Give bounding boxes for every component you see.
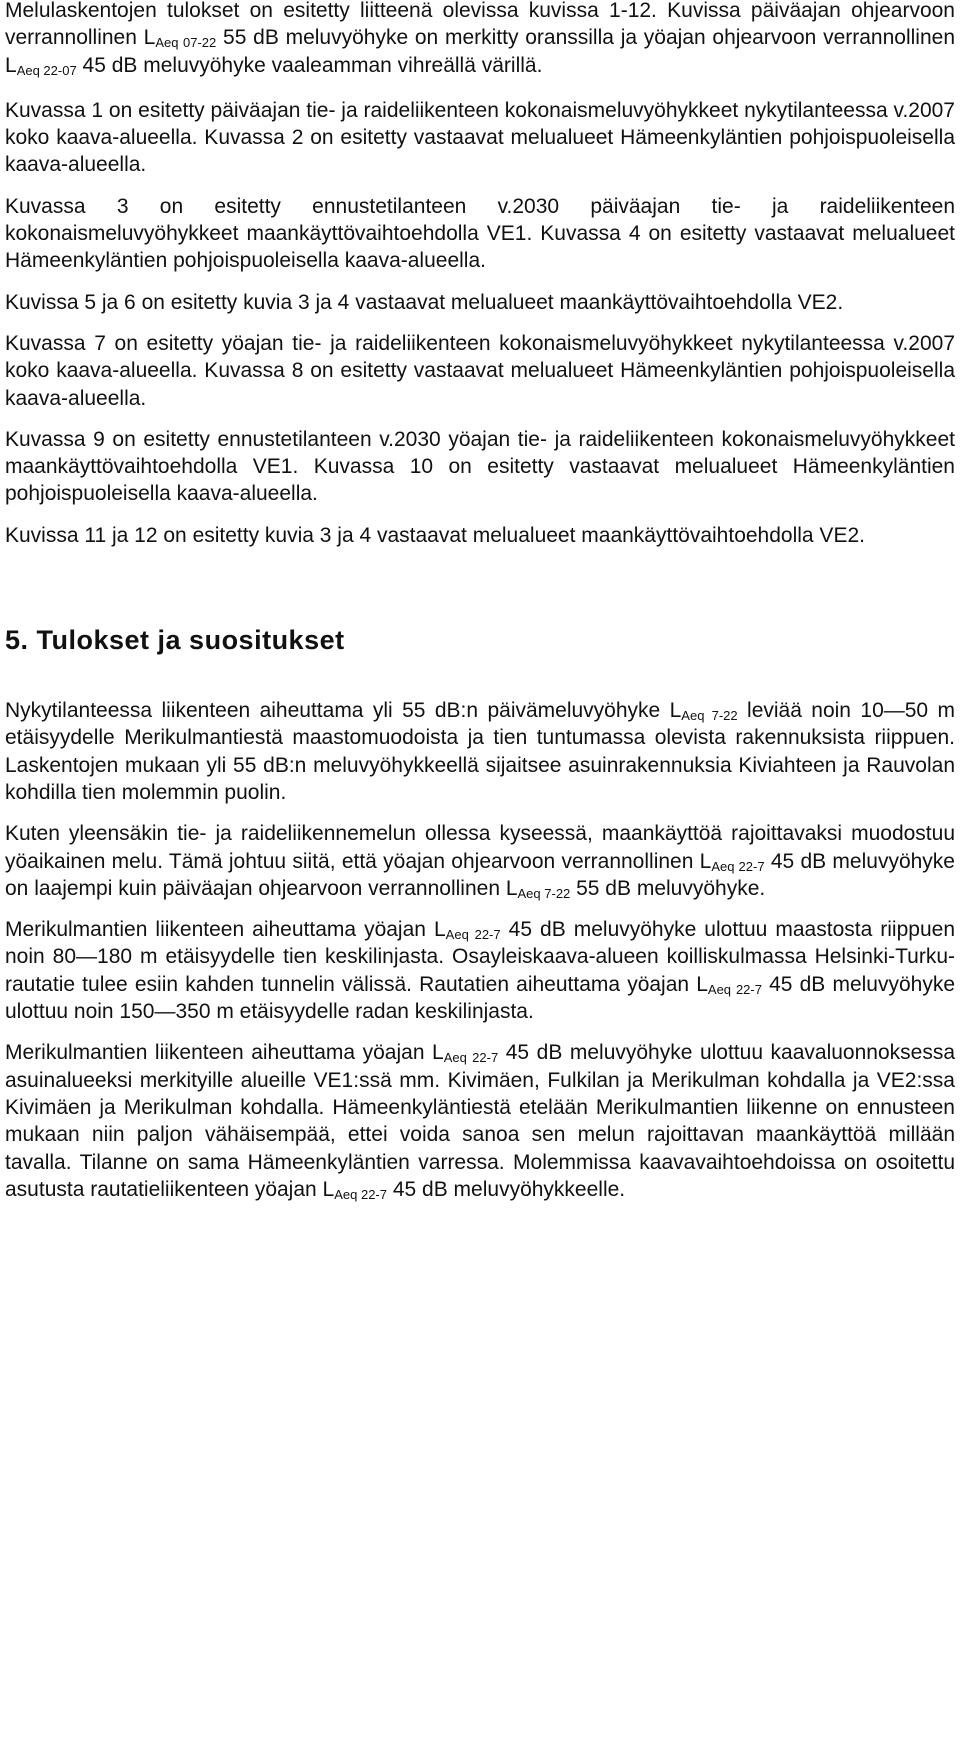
subscript: Aeq 22-7 [711,858,765,874]
paragraph-figures-5-6: Kuvissa 5 ja 6 on esitetty kuvia 3 ja 4 vastaavat melualueet maankäyttövaihtoehdolla VE2. [5,290,844,314]
subscript: Aeq 22-7 [334,1186,387,1202]
paragraph-text: Kuten yleensäkin tie- ja raideliikennemelun ollessa kyseessä, maankäyttöä rajoittavaksi muodostuu yöaikainen melu. Tämä johtuu siitä, että yöajan ohjearvoon verrannollinen L [5,822,955,873]
paragraph-text: 45 dB meluvyöhyke ulottuu noin 150—350 m etäisyydelle radan keskilinjasta. [5,972,956,1024]
paragraph-text: leviää noin 10—50 m etäisyydelle Merikulmantiestä maastomuodoista ja tien tuntumassa olevista rakennuksista riippuen. Laskentojen mukaan yli 55 dB:n meluvyöhykkeellä sijaitsee asuinrakennuksia Kiviahteen ja Rauvolan kohdilla tien molemmin puolin. [5,699,955,804]
paragraph-text: Merikulmantien liikenteen aiheuttama yöajan L [5,918,446,942]
paragraph-figures-11-12: Kuvissa 11 ja 12 on esitetty kuvia 3 ja 4 vastaavat melualueet maankäyttövaihtoehdolla VE2. [5,523,865,547]
paragraph-current-situation [5,697,955,806]
subscript: Aeq 07-22 [155,35,217,51]
paragraph-text: 45 dB meluvyöhyke vaaleamman vihreällä värillä. [76,53,543,77]
subscript: Aeq 22-07 [16,62,77,78]
paragraph-text: Melulaskentojen tulokset on esitetty liitteenä olevissa kuvissa 1-12. Kuvissa päiväajan ohjearvoon verrannollinen L [5,0,955,50]
paragraph-text: 45 dB meluvyöhyke ulottuu kaavaluonnoksessa asuinalueeksi merkityille alueille VE1:ssä mm. Kivimäen, Fulkilan ja Merikulman kohdalla ja VE2:ssa Kivimäen ja Merikulman kohdalla. Hämeenkyläntiestä etelään Merikulmantien liikenne on ennusteen mukaan niin paljon vähäisempää, ettei voida sanoa sen melun rajoittavan maankäyttöä millään tavalla. Tilanne on sama Hämeenkyläntien varressa. Molemmissa kaavavaihtoehdoissa on osoitettu asutusta rautatieliikenteen yöajan L [5,1041,955,1201]
paragraph-text: 45 dB meluvyöhyke on laajempi kuin päiväajan ohjearvoon verrannollinen L [5,849,955,900]
paragraph-night-noise [5,820,955,902]
paragraph-text: 45 dB meluvyöhyke ulottuu maastosta riippuen noin 80—180 m etäisyydelle tien keskilinjasta. Osayleiskaava-alueen koilliskulmassa Helsinki-Turku-rautatie tulee esiin kahden tunnelin välissä. Rautatien aiheuttama yöajan L [5,918,955,996]
section-heading-results: 5. Tulokset ja suositukset [5,625,345,656]
subscript: Aeq 22-7 [443,1050,499,1066]
paragraph-text: 55 dB meluvyöhyke on merkitty oranssilla ja yöajan ohjearvoon verrannollinen L [5,26,956,77]
subscript: Aeq 7-22 [517,885,571,901]
paragraph-text: 55 dB meluvyöhyke. [570,876,766,900]
subscript: Aeq 22-7 [445,927,501,943]
paragraph-figures-1-2: Kuvassa 1 on esitetty päiväajan tie- ja raideliikenteen kokonaismeluvyöhykkeet nykytilanteessa v.2007 koko kaava-alueella. Kuvassa 2 on esitetty vastaavat melualueet Hämeenkyläntien pohjoispuoleisella kaava-alueella. [5,98,955,177]
document-page [5,0,955,1203]
subscript: Aeq 22-7 [707,981,762,997]
paragraph-figures-7-8: Kuvassa 7 on esitetty yöajan tie- ja raideliikenteen kokonaismeluvyöhykkeet nykytilanteessa v.2007 koko kaava-alueella. Kuvassa 8 on esitetty vastaavat melualueet Hämeenkyläntien pohjoispuoleisella kaava-alueella. [5,331,955,410]
paragraph-merikulmantie-railway [5,916,955,1025]
paragraph-text: 45 dB meluvyöhykkeelle. [387,1177,626,1201]
paragraph-text: Merikulmantien liikenteen aiheuttama yöajan L [5,1041,444,1065]
paragraph-calculation-results [5,0,955,79]
paragraph-figures-9-10: Kuvassa 9 on esitetty ennustetilanteen v.2030 yöajan tie- ja raideliikenteen kokonaismeluvyöhykkeet maankäyttövaihtoehdolla VE1. Kuvassa 10 on esitetty vastaavat melualueet Hämeenkyläntien pohjoispuoleisella kaava-alueella. [5,427,955,506]
paragraph-residential-areas [5,1039,955,1203]
subscript: Aeq 7-22 [681,708,738,724]
paragraph-figures-3-4: Kuvassa 3 on esitetty ennustetilanteen v.2030 päiväajan tie- ja raideliikenteen kokonaismeluvyöhykkeet maankäyttövaihtoehdolla VE1. Kuvassa 4 on esitetty vastaavat melualueet Hämeenkyläntien pohjoispuoleisella kaava-alueella. [5,194,955,273]
paragraph-text: Nykytilanteessa liikenteen aiheuttama yli 55 dB:n päivämeluvyöhyke L [5,699,682,723]
